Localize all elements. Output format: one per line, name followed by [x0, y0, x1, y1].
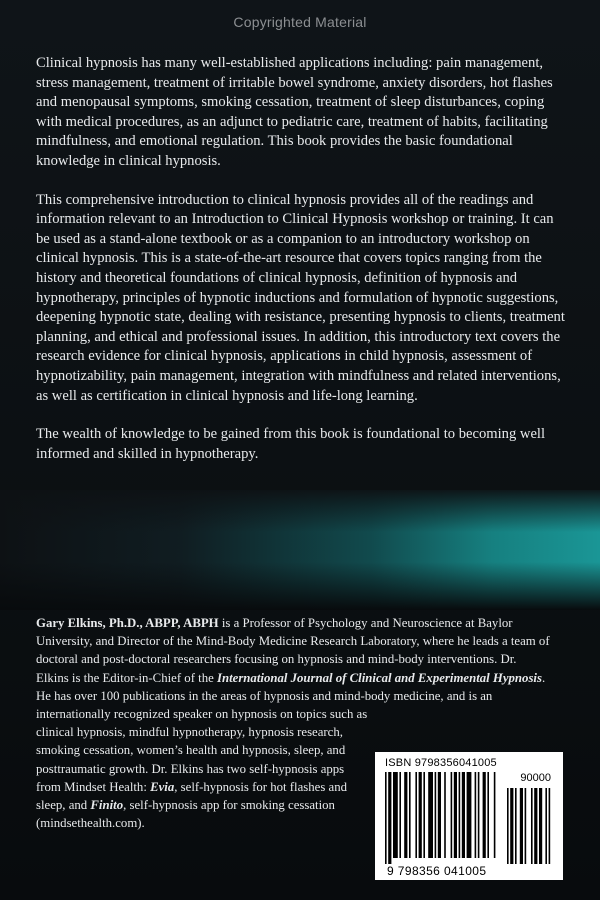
description-paragraph: The wealth of knowledge to be gained from this book is foundational to becoming well informed and skilled in hypnotherapy.: [36, 426, 546, 462]
journal-title: International Journal of Clinical and Experimental Hypnosis: [217, 670, 542, 685]
author-name: Gary Elkins, Ph.D., ABPP, ABPH: [36, 616, 219, 630]
price-addon-code: 90000: [520, 772, 551, 784]
book-description: [36, 54, 568, 483]
description-paragraph: This comprehensive introduction to clinical hypnosis provides all of the readings and information relevant to an Introduction to Clinical Hypnosis workshop or training. It can be used as a stand-alone textbook or as a companion to an introductory workshop on clinical hypnosis. This is a state-of-the-art resource that covers topics ranging from the history and theoretical foundations of clinical hypnosis, definition of hypnosis and hypnotherapy, principles of hypnotic inductions and formulation of hypnotic suggestions, deepening hypnotic state, dealing with resistance, presenting hypnosis to clients, treatment planning, and ethical and professional issues. In addition, this introductory text covers the research evidence for clinical hypnosis, applications in child hypnosis, assessment of hypnotizability, pain management, integration with mindfulness and related interventions, as well as certification in clinical hypnosis and life-long learning.: [36, 191, 565, 404]
author-bio: Gary Elkins, Ph.D., ABPP, ABPH is a Professor of Psychology and Neuroscience at Baylor University, and Director of the Mind-Body Medicine Research Laboratory, where he leads a team of doctoral and post-doctoral researchers focusing on hypnosis and mind-body interventions. Dr. Elkins is the Editor-in-Chief of the International Journal of Clinical and Experimental Hypnosis. He has over 100 publications in the areas of hypnosis and mind-body medicine, and is an internationally recognized speaker on hypnosis on topics such as clinical hypnosis, mindful hypnotherapy, hypnosis research, smoking cessation, women’s health and hypnosis, sleep, and posttraumatic growth. Dr. Elkins has two self-hypnosis apps from Mindset Health: Evia, self-hypnosis for hot flashes and sleep, and Finito, self-hypnosis app for smoking cessation (mindsethealth.com).: [36, 616, 550, 831]
barcode-digits: 9 798356 041005: [387, 864, 487, 878]
teal-gradient-band: [0, 490, 600, 610]
barcode-bars-graphic: [383, 772, 555, 864]
description-paragraph: Clinical hypnosis has many well-established applications including: pain management, stress management, treatment of irritable bowel syndrome, anxiety disorders, hot flashes and menopausal symptoms, smoking cessation, treatment of sleep disturbances, coping with medical procedures, as an adjunct to pediatric care, treatment of habits, facilitating mindfulness, and emotional regulation. This book provides the basic foundational knowledge in clinical hypnosis.: [36, 55, 553, 169]
copyright-watermark: Copyrighted Material: [233, 14, 367, 30]
app-name-finito: Finito: [90, 798, 124, 813]
app-name-evia: Evia: [150, 779, 175, 794]
isbn-barcode: [375, 752, 563, 880]
isbn-label: ISBN 9798356041005: [385, 757, 497, 769]
